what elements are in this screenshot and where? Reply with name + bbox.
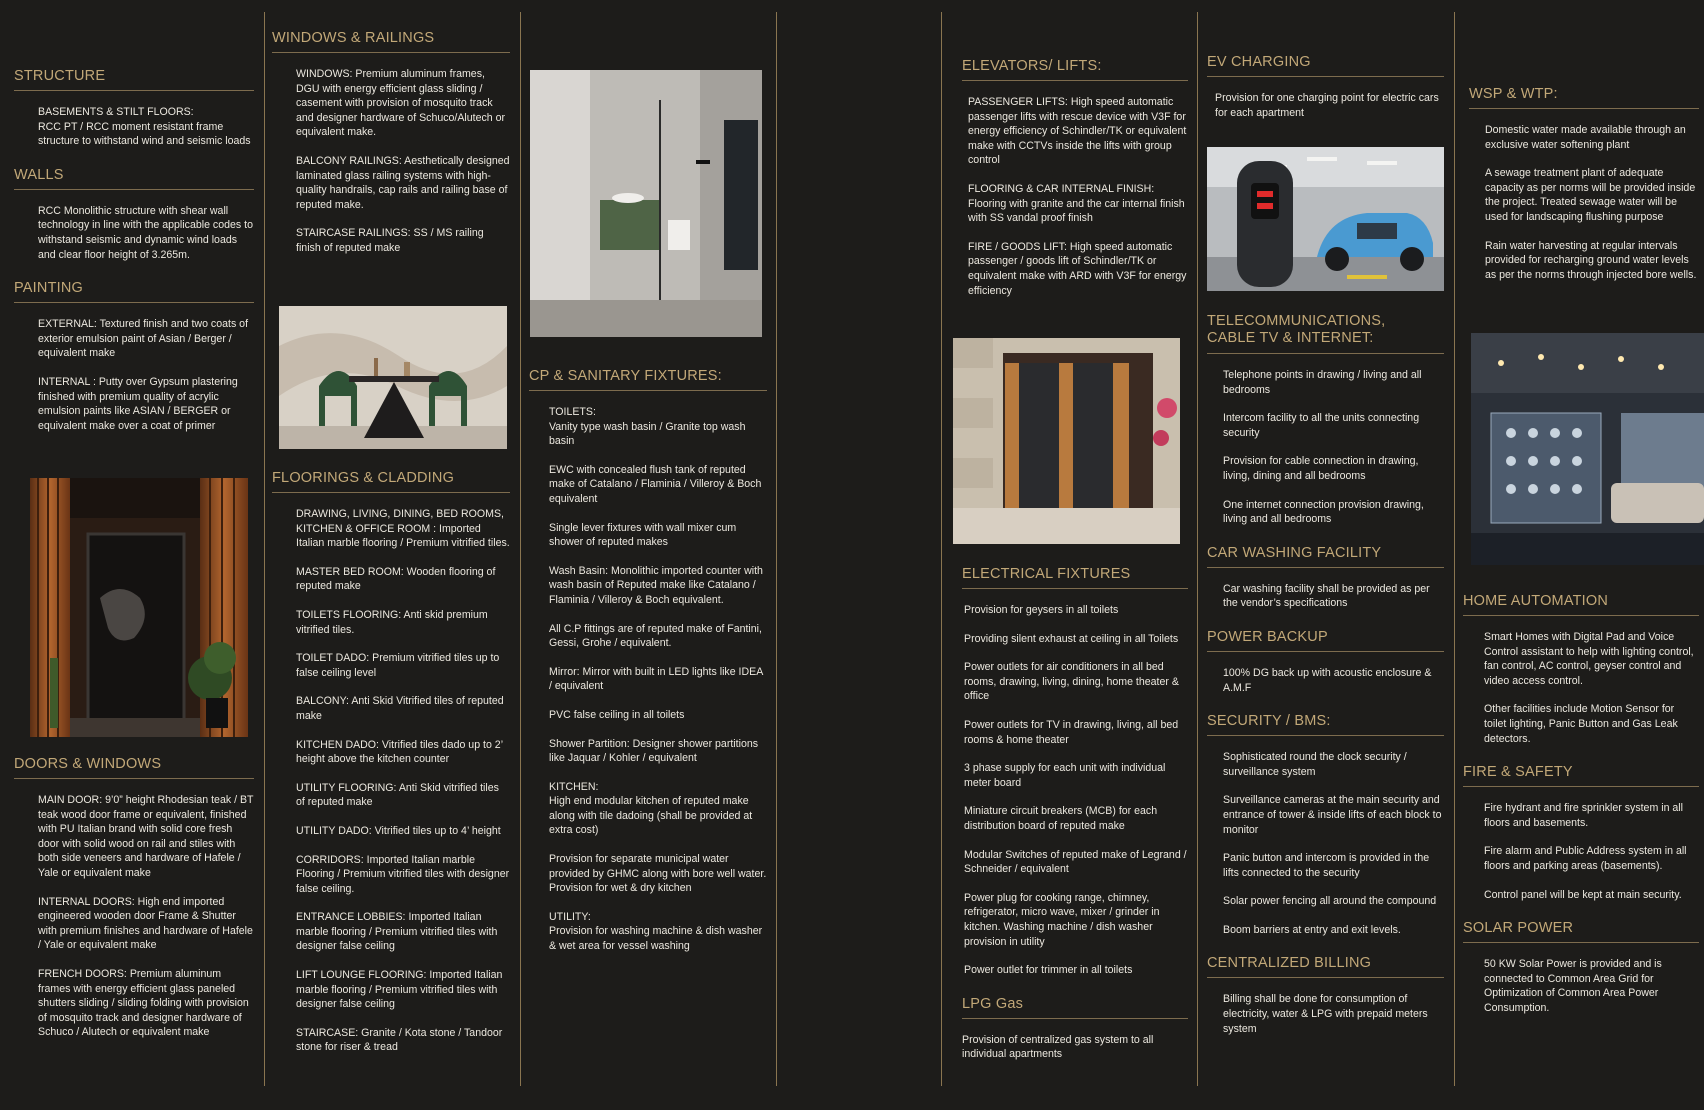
lift-lobby-photo (953, 338, 1180, 544)
spec-item: Control panel will be kept at main security. (1484, 888, 1682, 901)
spec-item: Power plug for cooking range, chimney, refrigerator, micro wave, mixer / grinder in kitchen. Washing machine / dish washer provision in utility (964, 891, 1160, 948)
spec-item: Surveillance cameras at the main security and entrance of tower & inside lifts of each block to monitor (1223, 794, 1442, 836)
spec-item: Sophisticated round the clock security / surveillance system (1223, 751, 1407, 778)
spec-item: Rain water harvesting at regular intervals provided for recharging ground water levels as per the norms through injected bore wells. (1485, 239, 1697, 281)
spec-item: One internet connection provision drawing, living and all bedrooms (1223, 498, 1424, 526)
panel-7-bottom (1463, 593, 1699, 1034)
spec-item: Fire hydrant and fire sprinkler system in all floors and basements. (1484, 802, 1684, 829)
section-title: CENTRALIZED BILLING (1207, 955, 1444, 978)
spec-item: MASTER BED ROOM: Wooden flooring of reputed make (296, 565, 496, 593)
spec-item: Fire alarm and Public Address system in all floors and parking areas (basements). (1484, 845, 1687, 872)
ev-charging-photo (1207, 147, 1444, 291)
section-title: WALLS (14, 167, 254, 190)
panel-2 (272, 30, 510, 274)
spec-item: BALCONY: Anti Skid Vitrified tiles of reputed make (296, 695, 504, 722)
spec-item: FLOORING & CAR INTERNAL FINISH: Flooring with granite and the car internal finish with SS vandal proof finish (968, 182, 1185, 225)
panel-2-bottom (272, 470, 510, 1073)
spec-item: TOILETS FLOORING: Anti skid premium vitrified tiles. (296, 608, 488, 636)
section-title: WSP & WTP: (1469, 86, 1699, 109)
spec-item: Provision for geysers in all toilets (964, 604, 1119, 616)
section-walls (14, 167, 254, 262)
section-car-washing (1207, 545, 1444, 611)
section-title: FLOORINGS & CLADDING (272, 470, 510, 493)
column-divider (264, 12, 265, 1086)
spec-item: Modular Switches of reputed make of Legrand / Schneider / equivalent (964, 848, 1187, 876)
section-title: SOLAR POWER (1463, 920, 1699, 943)
spec-item: UTILITY: Provision for washing machine & dish washer & wet area for vessel washing (549, 910, 763, 953)
spec-item: EXTERNAL: Textured finish and two coats of exterior emulsion paint of Asian / Berger / equivalent make (38, 318, 249, 360)
section-wsp-wtp (1469, 86, 1699, 282)
panel-3 (529, 368, 767, 972)
spec-item: Provision for separate municipal water provided by GHMC along with bore well water. Provision for wet & dry kitchen (549, 853, 767, 895)
panel-5 (962, 58, 1188, 316)
spec-item: All C.P fittings are of reputed make of Fantini, Gessi, Grohe / equivalent. (549, 622, 762, 650)
section-floorings-cladding (272, 470, 510, 1055)
spec-item: STAIRCASE: Granite / Kota stone / Tandoor stone for riser & tread (296, 1026, 503, 1054)
spec-item: Single lever fixtures with wall mixer cum shower of reputed makes (549, 521, 737, 549)
spec-item: PASSENGER LIFTS: High speed automatic passenger lifts with rescue device with V3F for energy efficiency of Schindler/TK or equivalent make with CCTVs inside the lifts with group control (968, 96, 1187, 167)
spec-item: Providing silent exhaust at ceiling in all Toilets (964, 632, 1179, 645)
spec-item: Mirror: Mirror with built in LED lights like IDEA / equivalent (549, 665, 763, 693)
section-electrical (962, 566, 1188, 978)
spec-item: WINDOWS: Premium aluminum frames, DGU with energy efficient glass sliding / casement with provision of mosquito track and designer hardware of Schuco/Alutech or equivalent make. (296, 68, 506, 139)
section-title: CAR WASHING FACILITY (1207, 545, 1444, 568)
section-painting (14, 280, 254, 433)
spec-item: Boom barriers at entry and exit levels. (1223, 923, 1401, 936)
spec-item: DRAWING, LIVING, DINING, BED ROOMS, KITCHEN & OFFICE ROOM : Imported Italian marble flooring / Premium vitrified tiles. (296, 508, 510, 550)
spec-item: FRENCH DOORS: Premium aluminum frames with energy efficient glass paneled shutters sliding / sliding folding with provision of mosquito track and designer hardware of Schuco / Alutech or equivalent make (38, 967, 249, 1039)
section-title: FIRE & SAFETY (1463, 764, 1699, 787)
section-ev-charging (1207, 54, 1444, 120)
panel-7 (1469, 86, 1699, 300)
spec-item: STAIRCASE RAILINGS: SS / MS railing finish of reputed make (296, 227, 484, 254)
section-title: CP & SANITARY FIXTURES: (529, 368, 767, 391)
panel-1-bottom (14, 756, 254, 1058)
section-title: TELECOMMUNICATIONS, CABLE TV & INTERNET: (1207, 313, 1444, 354)
spec-item: EWC with concealed flush tank of reputed make of Catalano / Flaminia / Villeroy & Boch equivalent (549, 463, 762, 505)
section-title: STRUCTURE (14, 68, 254, 91)
section-title: LPG Gas (962, 996, 1188, 1019)
spec-item: Provision of centralized gas system to all individual apartments (962, 1033, 1154, 1061)
column-divider (1454, 12, 1455, 1086)
section-title: SECURITY / BMS: (1207, 713, 1444, 736)
section-structure (14, 68, 254, 149)
column-divider (520, 12, 521, 1086)
main-door-photo (30, 478, 248, 737)
spec-item: PVC false ceiling in all toilets (549, 708, 685, 721)
panel-6 (1207, 54, 1444, 138)
spec-item: INTERNAL DOORS: High end imported engineered wooden door Frame & Shutter with premium finishes and hardware of Hafele / Yale or equivalent make (38, 895, 253, 952)
spec-item: MAIN DOOR: 9’0” height Rhodesian teak / BT teak wood door frame or equivalent, finished with PU Italian brand with solid core fresh door with solid wood on rail and stiles with both side veneers and hardware of Hafele / Yale or equivalent make (38, 794, 254, 879)
spec-item: Car washing facility shall be provided as per the vendor’s specifications (1223, 582, 1430, 610)
spec-item: BALCONY RAILINGS: Aesthetically designed laminated glass railing systems with high-quality handrails, cap rails and railing base of reputed make. (296, 154, 510, 211)
spec-item: KITCHEN DADO: Vitrified tiles dado up to 2’ height above the kitchen counter (296, 738, 503, 766)
spec-item: Panic button and intercom is provided in the lifts connected to the security (1223, 852, 1430, 879)
section-title: ELECTRICAL FIXTURES (962, 566, 1188, 589)
spec-item: Smart Homes with Digital Pad and Voice Control assistant to help with lighting control, fan control, AC control, geyser control and video access control. (1484, 631, 1694, 687)
section-home-automation (1463, 593, 1699, 746)
panel-5-bottom (962, 566, 1188, 1080)
spec-item: TOILET DADO: Premium vitrified tiles up to false ceiling level (296, 652, 500, 679)
dining-photo (279, 306, 507, 449)
section-title: HOME AUTOMATION (1463, 593, 1699, 616)
column-divider (1197, 12, 1198, 1086)
spec-item: Power outlet for trimmer in all toilets (964, 964, 1133, 977)
bathroom-photo (530, 70, 762, 337)
section-title: PAINTING (14, 280, 254, 303)
spec-item: 3 phase supply for each unit with individual meter board (964, 762, 1166, 789)
spec-item: KITCHEN: High end modular kitchen of reputed make along with tile dadoing (shall be provided at extra cost) (549, 780, 753, 837)
section-security (1207, 713, 1444, 937)
panel-6-bottom (1207, 313, 1444, 1054)
section-cp-sanitary (529, 368, 767, 954)
spec-item: Telephone points in drawing / living and all bedrooms (1223, 369, 1422, 396)
section-title: WINDOWS & RAILINGS (272, 30, 510, 53)
spec-item: A sewage treatment plant of adequate capacity as per norms will be provided inside the project. Treated sewage water will be used for landscaping flushing purpose (1485, 167, 1696, 223)
section-title: POWER BACKUP (1207, 629, 1444, 652)
panel-1 (14, 68, 254, 451)
spec-item: Miniature circuit breakers (MCB) for each distribution board of reputed make (964, 805, 1158, 832)
spec-item: Wash Basin: Monolithic imported counter with wash basin of Reputed make like Catalano / Flaminia / Villeroy & Boch equivalent. (549, 564, 763, 606)
spec-item: Power outlets for air conditioners in all bed rooms, drawing, living, dining, home theater & office (964, 661, 1179, 703)
spec-item: UTILITY DADO: Vitrified tiles up to 4’ height (296, 824, 501, 837)
spec-item: 100% DG back up with acoustic enclosure & A.M.F (1223, 666, 1432, 694)
spec-item: Other facilities include Motion Sensor for toilet lighting, Panic Button and Gas Leak detectors. (1484, 703, 1678, 745)
section-centralized-billing (1207, 955, 1444, 1036)
section-fire-safety (1463, 764, 1699, 902)
spec-item: Provision for cable connection in drawing, living, dining and all bedrooms (1223, 455, 1419, 482)
section-elevators (962, 58, 1188, 298)
section-lpg (962, 996, 1188, 1062)
section-doors-windows (14, 756, 254, 1040)
spec-item: Intercom facility to all the units connecting security (1223, 412, 1420, 439)
spec-item: Billing shall be done for consumption of electricity, water & LPG with prepaid meters system (1223, 993, 1428, 1035)
spec-item: INTERNAL : Putty over Gypsum plastering finished with premium quality of acrylic emulsion paints like ASIAN / BERGER or equivalent make over a coat of primer (38, 375, 238, 432)
section-telecom (1207, 313, 1444, 527)
spec-item: TOILETS: Vanity type wash basin / Granite top wash basin (549, 406, 746, 448)
spec-item: ENTRANCE LOBBIES: Imported Italian marble flooring / Premium vitrified tiles with designer false ceiling (296, 911, 498, 953)
spec-item: Provision for one charging point for electric cars for each apartment (1215, 92, 1439, 119)
section-title: ELEVATORS/ LIFTS: (962, 58, 1188, 81)
spec-item: CORRIDORS: Imported Italian marble Flooring / Premium vitrified tiles with designer false ceiling. (296, 853, 510, 895)
section-power-backup (1207, 629, 1444, 695)
spec-item: Domestic water made available through an exclusive water softening plant (1485, 124, 1686, 151)
section-solar-power (1463, 920, 1699, 1015)
spec-item: FIRE / GOODS LIFT: High speed automatic passenger / goods lift of Schindler/TK or equivalent make with ARD with V3F for energy efficiency (968, 240, 1187, 297)
spec-item: Shower Partition: Designer shower partitions like Jaquar / Kohler / equivalent (549, 737, 759, 765)
spec-item: UTILITY FLOORING: Anti Skid vitrified tiles of reputed make (296, 781, 499, 809)
column-divider (941, 12, 942, 1086)
spec-item: Power outlets for TV in drawing, living, all bed rooms & home theater (964, 718, 1179, 746)
home-automation-photo (1471, 333, 1704, 565)
section-title: EV CHARGING (1207, 54, 1444, 77)
spec-item: Solar power fencing all around the compound (1223, 895, 1437, 908)
section-title: DOORS & WINDOWS (14, 756, 254, 779)
section-windows-railings (272, 30, 510, 256)
column-divider (776, 12, 777, 1086)
spec-item: LIFT LOUNGE FLOORING: Imported Italian marble flooring / Premium vitrified tiles with designer false ceiling (296, 969, 503, 1011)
spec-item: RCC Monolithic structure with shear wall technology in line with the applicable codes to withstand seismic and dynamic wind loads and clear floor height of 3.265m. (38, 204, 253, 261)
spec-item: BASEMENTS & STILT FLOORS: RCC PT / RCC moment resistant frame structure to withstand wind and seismic loads (38, 106, 251, 148)
spec-item: 50 KW Solar Power is provided and is connected to Common Area Grid for Optimization of Common Area Power Consumption. (1484, 958, 1662, 1014)
